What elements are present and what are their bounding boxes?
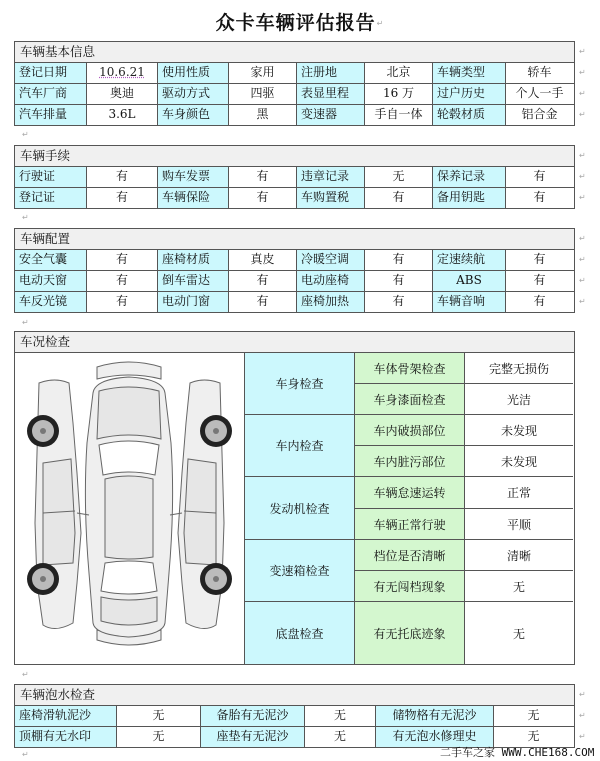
field-value: 有	[87, 188, 158, 208]
table-row	[15, 292, 574, 312]
check-result: 光洁	[465, 384, 573, 415]
watermark: 二手车之家 WWW.CHE168.COM	[440, 746, 595, 759]
field-label: 表显里程	[297, 84, 365, 104]
field-label: 过户历史	[433, 84, 506, 104]
field-value: 有	[229, 188, 297, 208]
field-value: 无	[305, 727, 376, 747]
field-value: 无	[494, 727, 573, 747]
check-item: 车辆正常行驶	[355, 509, 465, 540]
field-label: 顶棚有无水印	[15, 727, 117, 747]
field-value: 有	[87, 250, 158, 270]
field-label: 备用钥匙	[433, 188, 506, 208]
field-label: 汽车排量	[15, 105, 87, 125]
paragraph-mark-icon: ↵	[579, 68, 586, 77]
field-value: 家用	[229, 63, 297, 83]
paragraph-mark-icon: ↵	[579, 255, 586, 264]
field-label: 储物格有无泥沙	[376, 706, 494, 726]
table-row	[15, 63, 574, 84]
field-label: 电动天窗	[15, 271, 87, 291]
procedures-table	[14, 145, 575, 209]
table-row	[15, 84, 574, 105]
field-value: 有	[365, 271, 433, 291]
check-result: 无	[465, 602, 573, 664]
field-value: 3.6L	[87, 105, 158, 125]
check-item: 车体骨架检查	[355, 353, 465, 384]
field-value: 16 万	[365, 84, 433, 104]
field-label: 座垫有无泥沙	[201, 727, 305, 747]
category-body-check: 车身检查	[245, 353, 355, 415]
check-item: 车辆怠速运转	[355, 477, 465, 509]
paragraph-mark-icon: ↵	[579, 276, 586, 285]
section-heading: 车辆手续	[15, 146, 574, 167]
check-result: 平顺	[465, 509, 573, 540]
field-label: 倒车雷达	[158, 271, 229, 291]
field-value: 无	[365, 167, 433, 187]
field-value: 有	[229, 292, 297, 312]
field-value: 无	[117, 727, 201, 747]
field-label: 备胎有无泥沙	[201, 706, 305, 726]
paragraph-mark-icon: ↵	[22, 130, 29, 139]
field-label: 车辆音响	[433, 292, 506, 312]
field-value: 有	[506, 292, 573, 312]
check-item: 有无闯档现象	[355, 571, 465, 602]
check-item: 档位是否清晰	[355, 540, 465, 571]
field-value: 奥迪	[87, 84, 158, 104]
check-item: 有无托底迹象	[355, 602, 465, 664]
paragraph-mark-icon: ↵	[22, 318, 29, 327]
field-label: 车身颜色	[158, 105, 229, 125]
table-row	[15, 250, 574, 271]
section-heading: 车辆基本信息	[15, 42, 574, 63]
field-value: 有	[365, 250, 433, 270]
field-value: 有	[365, 188, 433, 208]
field-label: 登记日期	[15, 63, 87, 83]
field-label: 登记证	[15, 188, 87, 208]
field-label: 行驶证	[15, 167, 87, 187]
condition-table	[14, 331, 575, 665]
field-value: 有	[506, 188, 573, 208]
field-value: 有	[87, 292, 158, 312]
field-label: 定速续航	[433, 250, 506, 270]
paragraph-mark-icon: ↵	[579, 711, 586, 720]
paragraph-mark-icon: ↵	[22, 670, 29, 679]
table-row	[15, 188, 574, 208]
paragraph-mark-icon: ↵	[579, 732, 586, 741]
field-label: 变速器	[297, 105, 365, 125]
field-label: 冷暖空调	[297, 250, 365, 270]
paragraph-mark-icon: ↵	[579, 47, 586, 56]
configuration-table	[14, 228, 575, 313]
table-row	[15, 167, 574, 188]
car-top-view-icon	[15, 353, 244, 664]
category-engine-check: 发动机检查	[245, 477, 355, 540]
field-label: ABS	[433, 271, 506, 291]
field-label: 购车发票	[158, 167, 229, 187]
field-label: 座椅加热	[297, 292, 365, 312]
paragraph-mark-icon: ↵	[579, 193, 586, 202]
field-label: 汽车厂商	[15, 84, 87, 104]
table-row	[15, 105, 574, 125]
field-label: 电动门窗	[158, 292, 229, 312]
check-result: 清晰	[465, 540, 573, 571]
field-value: 有	[506, 250, 573, 270]
flood-check-table	[14, 684, 575, 748]
section-heading: 车况检查	[15, 332, 574, 353]
field-value: 10.6.21	[87, 63, 158, 83]
category-gearbox-check: 变速箱检查	[245, 540, 355, 602]
field-label: 座椅滑轨泥沙	[15, 706, 117, 726]
paragraph-mark-icon: ↵	[579, 234, 586, 243]
field-label: 轮毂材质	[433, 105, 506, 125]
field-value: 铝合金	[506, 105, 573, 125]
field-value: 有	[506, 167, 573, 187]
field-label: 安全气囊	[15, 250, 87, 270]
field-value: 有	[229, 271, 297, 291]
paragraph-mark-icon: ↵	[579, 690, 586, 699]
check-result: 无	[465, 571, 573, 602]
paragraph-mark-icon: ↵	[22, 213, 29, 222]
field-value: 有	[87, 271, 158, 291]
field-value: 有	[229, 167, 297, 187]
paragraph-mark-icon: ↵	[579, 110, 586, 119]
field-label: 有无泡水修理史	[376, 727, 494, 747]
field-label: 座椅材质	[158, 250, 229, 270]
field-label: 车辆类型	[433, 63, 506, 83]
paragraph-mark-icon: ↵	[579, 151, 586, 160]
field-label: 违章记录	[297, 167, 365, 187]
check-item: 车身漆面检查	[355, 384, 465, 415]
section-heading: 车辆配置	[15, 229, 574, 250]
field-label: 注册地	[297, 63, 365, 83]
field-label: 电动座椅	[297, 271, 365, 291]
field-value: 黑	[229, 105, 297, 125]
check-result: 未发现	[465, 415, 573, 446]
field-value: 有	[365, 292, 433, 312]
paragraph-mark-icon: ↵	[579, 89, 586, 98]
section-heading: 车辆泡水检查	[15, 685, 574, 706]
field-value: 有	[87, 167, 158, 187]
field-value: 真皮	[229, 250, 297, 270]
field-value: 有	[506, 271, 573, 291]
check-item: 车内破损部位	[355, 415, 465, 446]
field-value: 四驱	[229, 84, 297, 104]
field-value: 无	[494, 706, 573, 726]
check-result: 完整无损伤	[465, 353, 573, 384]
category-chassis-check: 底盘检查	[245, 602, 355, 664]
field-value: 手自一体	[365, 105, 433, 125]
field-label: 车购置税	[297, 188, 365, 208]
field-label: 车辆保险	[158, 188, 229, 208]
field-label: 使用性质	[158, 63, 229, 83]
field-label: 保养记录	[433, 167, 506, 187]
check-result: 正常	[465, 477, 573, 509]
field-label: 车反光镜	[15, 292, 87, 312]
basic-info-table	[14, 41, 575, 126]
check-result: 未发现	[465, 446, 573, 477]
check-item: 车内脏污部位	[355, 446, 465, 477]
category-interior-check: 车内检查	[245, 415, 355, 477]
field-value: 无	[117, 706, 201, 726]
paragraph-mark-icon: ↵	[22, 750, 29, 759]
field-value: 无	[305, 706, 376, 726]
field-value: 北京	[365, 63, 433, 83]
paragraph-mark-icon: ↵	[579, 172, 586, 181]
paragraph-mark-icon: ↵	[579, 297, 586, 306]
field-value: 轿车	[506, 63, 573, 83]
field-label: 驱动方式	[158, 84, 229, 104]
table-row	[15, 706, 574, 727]
car-diagram	[15, 353, 245, 664]
table-row	[15, 271, 574, 292]
report-title: 众卡车辆评估报告↵	[215, 12, 385, 34]
field-value: 个人一手	[506, 84, 573, 104]
